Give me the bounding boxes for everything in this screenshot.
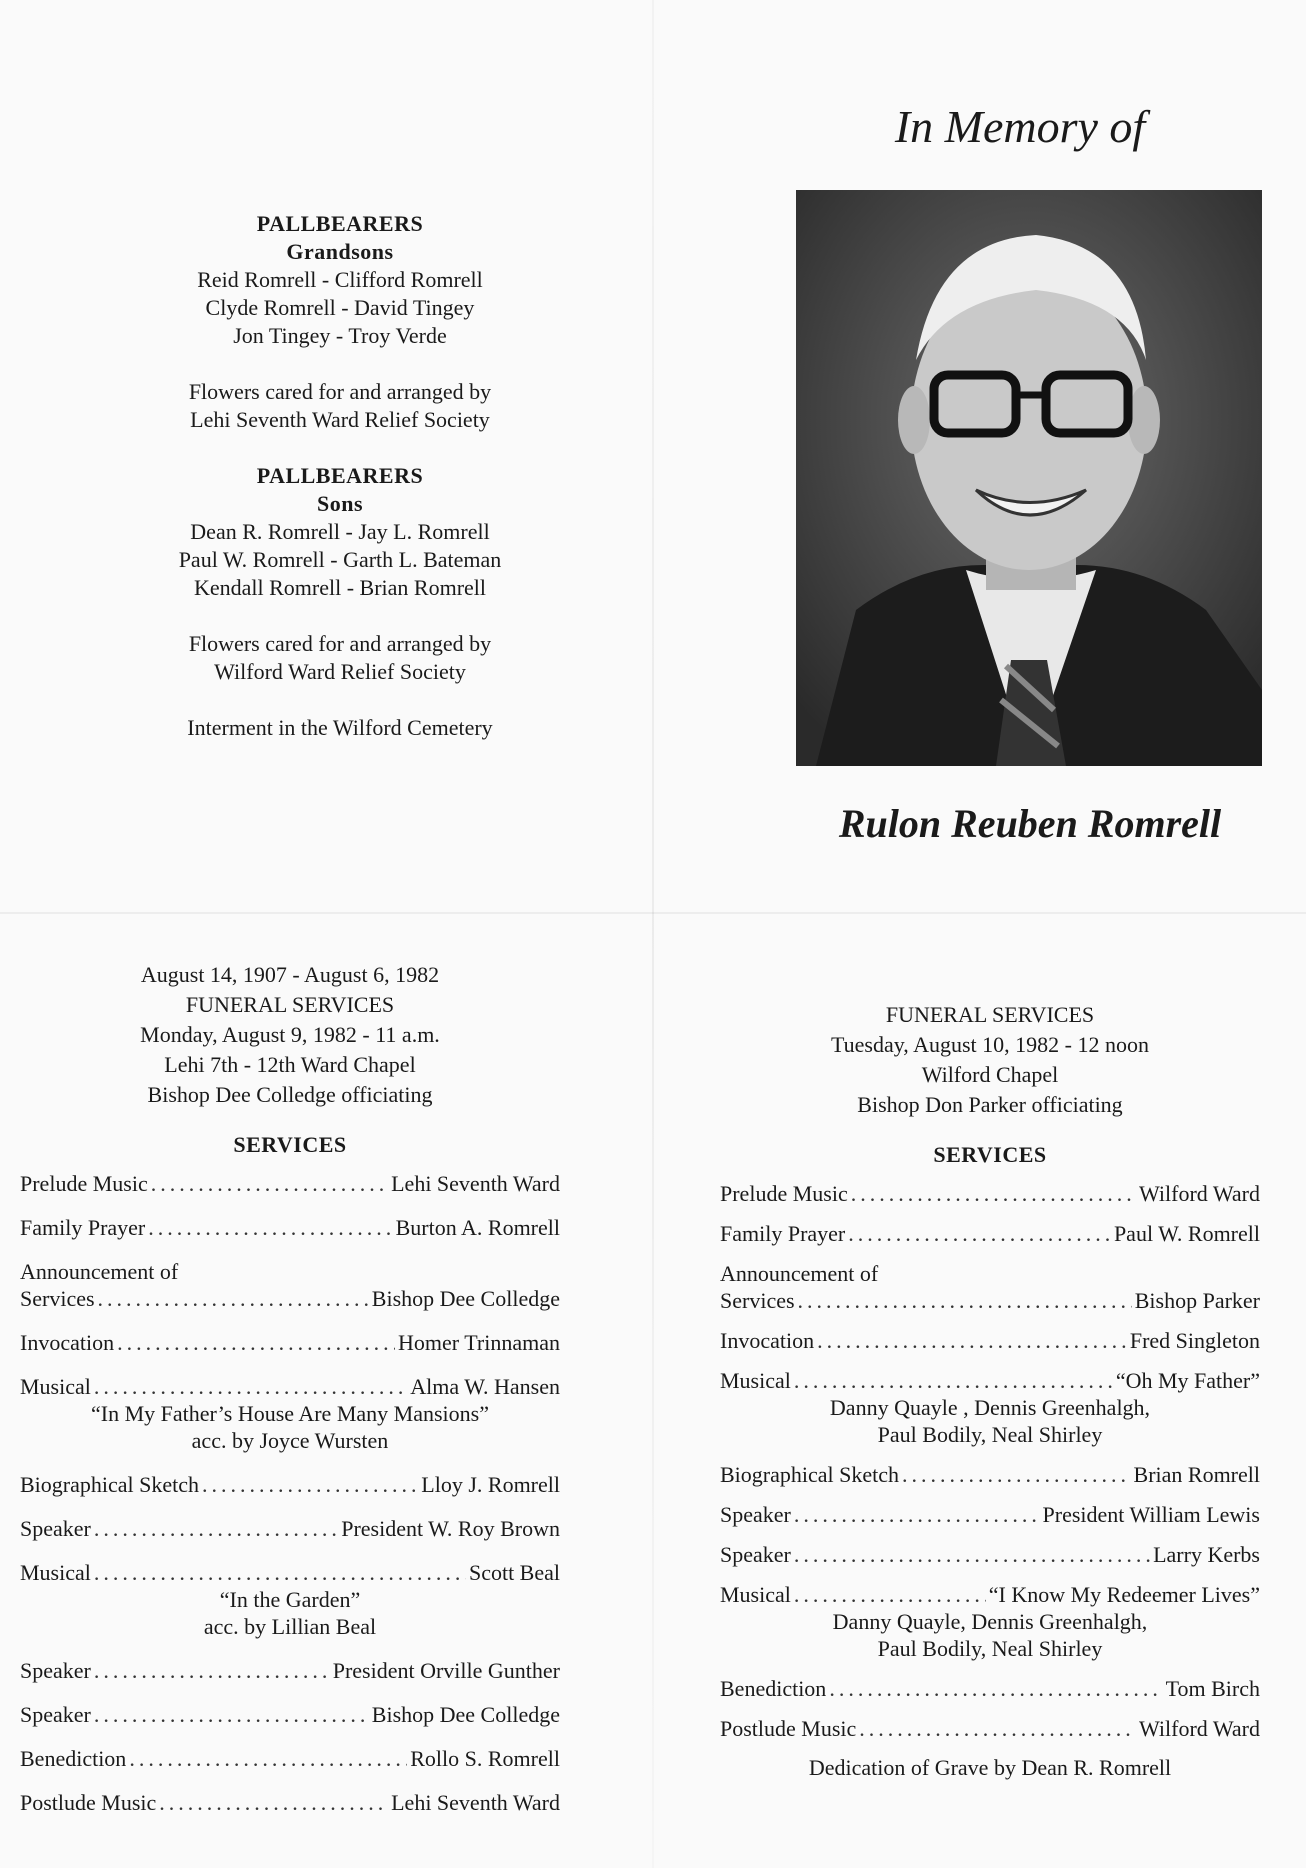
pallbearer-line: Clyde Romrell - David Tingey — [205, 295, 475, 320]
program-item — [20, 1745, 560, 1772]
program-item-label: Biographical Sketch — [20, 1472, 200, 1497]
program-item-value: “Oh My Father” — [1115, 1368, 1260, 1393]
program-item — [20, 1657, 560, 1684]
program-item — [720, 1220, 1260, 1247]
program-item-value: “I Know My Redeemer Lives” — [988, 1582, 1260, 1607]
flowers-line: Flowers cared for and arranged by — [188, 631, 492, 656]
program-item — [20, 1515, 560, 1542]
program-item-line — [720, 1501, 1260, 1528]
program-item-line — [20, 1373, 560, 1400]
program-item-line — [20, 1515, 560, 1542]
header-line: August 14, 1907 - August 6, 1982 — [140, 962, 440, 987]
program-item-label: Services — [720, 1288, 795, 1313]
dot-leader — [848, 1220, 1111, 1247]
program-item-label: Speaker — [20, 1702, 91, 1727]
dot-leader — [94, 1701, 369, 1728]
dot-leader — [159, 1789, 388, 1816]
portrait-image — [796, 190, 1262, 766]
program-item-value: Fred Singleton — [1129, 1328, 1260, 1353]
program-item — [20, 1170, 560, 1197]
program-item-label: Speaker — [720, 1502, 791, 1527]
program-item-label: Musical — [20, 1374, 91, 1399]
program-item-label: Family Prayer — [20, 1215, 146, 1240]
dot-leader — [794, 1581, 986, 1608]
program-item-value: Bishop Parker — [1134, 1288, 1260, 1313]
program-item-line — [20, 1214, 560, 1241]
dot-leader — [94, 1373, 407, 1400]
program-item-detail: Danny Quayle , Dennis Greenhalgh, — [829, 1395, 1151, 1420]
dot-leader — [129, 1745, 407, 1772]
program-item-label: Invocation — [20, 1330, 115, 1355]
flowers-line: Lehi Seventh Ward Relief Society — [190, 407, 490, 432]
program-item-line — [20, 1745, 560, 1772]
pallbearers-heading: PALLBEARERS — [256, 211, 424, 236]
program-item-detail: “In My Father’s House Are Many Mansions” — [91, 1401, 489, 1426]
horizontal-fold — [0, 912, 1306, 914]
dot-leader — [94, 1515, 338, 1542]
program-item-label: Speaker — [20, 1658, 91, 1683]
program-item-line — [720, 1327, 1260, 1354]
header-line: FUNERAL SERVICES — [185, 992, 395, 1017]
program-item-value: Bishop Dee Colledge — [371, 1286, 560, 1311]
dot-leader — [851, 1180, 1136, 1207]
pallbearers-subheading: Grandsons — [286, 239, 394, 264]
header-line: Bishop Dee Colledge officiating — [147, 1082, 433, 1107]
program-item-label: Prelude Music — [20, 1171, 148, 1196]
dedication-note: Dedication of Grave by Dean R. Romrell — [808, 1755, 1172, 1780]
program-item-value: Paul W. Romrell — [1113, 1221, 1260, 1246]
dot-leader — [94, 1657, 330, 1684]
dot-leader — [817, 1327, 1127, 1354]
program-item — [20, 1214, 560, 1241]
program-item — [720, 1581, 1260, 1662]
services-title: SERVICES — [233, 1132, 347, 1157]
flowers-line: Flowers cared for and arranged by — [188, 379, 492, 404]
dot-leader — [794, 1367, 1113, 1394]
program-item-line — [720, 1581, 1260, 1608]
program-item-value: President William Lewis — [1042, 1502, 1260, 1527]
program-item-value: Tom Birch — [1165, 1676, 1260, 1701]
header-line: Lehi 7th - 12th Ward Chapel — [164, 1052, 416, 1077]
program-item-label: Benediction — [720, 1676, 827, 1701]
program-item-line — [20, 1657, 560, 1684]
program-item — [720, 1715, 1260, 1742]
dot-leader — [94, 1559, 466, 1586]
services-title: SERVICES — [933, 1142, 1047, 1167]
program-item-detail: “In the Garden” — [219, 1587, 361, 1612]
program-item-label: Speaker — [720, 1542, 791, 1567]
program-item-prefix: Announcement of — [720, 1261, 879, 1286]
program-item-value: Larry Kerbs — [1153, 1542, 1260, 1567]
pallbearers-sons — [80, 462, 600, 602]
program-item — [720, 1541, 1260, 1568]
services-header — [20, 960, 560, 1110]
dot-leader — [202, 1471, 418, 1498]
program-item-detail: acc. by Joyce Wursten — [191, 1428, 389, 1453]
program-item-label: Services — [20, 1286, 95, 1311]
program-item-label: Invocation — [720, 1328, 815, 1353]
header-line: Tuesday, August 10, 1982 - 12 noon — [830, 1032, 1149, 1057]
program-list — [20, 1170, 560, 1816]
program-item — [20, 1329, 560, 1356]
dot-leader — [151, 1170, 388, 1197]
program-item-line — [20, 1701, 560, 1728]
program-item-value: Lloy J. Romrell — [421, 1472, 560, 1497]
program-item — [720, 1327, 1260, 1354]
program-item-label: Prelude Music — [720, 1181, 848, 1206]
program-item-line — [720, 1715, 1260, 1742]
program-item — [720, 1461, 1260, 1488]
program-item — [720, 1260, 1260, 1314]
pallbearers-panel — [80, 210, 600, 742]
program-item-label: Musical — [20, 1560, 91, 1585]
program-item-value: Lehi Seventh Ward — [391, 1171, 560, 1196]
deceased-name: Rulon Reuben Romrell — [838, 801, 1222, 846]
program-item — [720, 1675, 1260, 1702]
program-item-line — [20, 1471, 560, 1498]
header-line: Wilford Chapel — [921, 1062, 1059, 1087]
program-item-line — [720, 1220, 1260, 1247]
program-item-value: President W. Roy Brown — [341, 1516, 560, 1541]
program-item-value: Bishop Dee Colledge — [371, 1702, 560, 1727]
pallbearer-line: Kendall Romrell - Brian Romrell — [193, 575, 487, 600]
program-item-prefix: Announcement of — [20, 1259, 179, 1284]
program-item-label: Musical — [720, 1582, 791, 1607]
program-item-value: Alma W. Hansen — [410, 1374, 560, 1399]
program-item — [20, 1789, 560, 1816]
program-item-label: Musical — [720, 1368, 791, 1393]
flowers-note-2 — [80, 630, 600, 686]
program-list — [720, 1180, 1260, 1742]
dot-leader — [794, 1501, 1040, 1528]
dot-leader — [148, 1214, 392, 1241]
program-item-label: Family Prayer — [720, 1221, 846, 1246]
program-item-detail: Paul Bodily, Neal Shirley — [877, 1422, 1103, 1447]
program-item-value: Burton A. Romrell — [395, 1215, 560, 1240]
pallbearer-line: Reid Romrell - Clifford Romrell — [197, 267, 483, 292]
program-item-line — [20, 1285, 560, 1312]
program-item-detail: Paul Bodily, Neal Shirley — [877, 1636, 1103, 1661]
program-item-value: Rollo S. Romrell — [410, 1746, 560, 1771]
program-item — [20, 1258, 560, 1312]
pallbearers-heading: PALLBEARERS — [256, 463, 424, 488]
pallbearer-line: Jon Tingey - Troy Verde — [233, 323, 447, 348]
program-item — [20, 1471, 560, 1498]
program-item-value: Brian Romrell — [1133, 1462, 1260, 1487]
services-header — [720, 1000, 1260, 1120]
program-item-line — [720, 1367, 1260, 1394]
program-item-value: Wilford Ward — [1139, 1181, 1260, 1206]
dot-leader — [902, 1461, 1131, 1488]
program-item-label: Speaker — [20, 1516, 91, 1541]
program-item-line — [720, 1180, 1260, 1207]
program-item-value: President Orville Gunther — [332, 1658, 560, 1683]
pallbearers-subheading: Sons — [316, 491, 364, 516]
program-item — [20, 1559, 560, 1640]
program-item — [720, 1180, 1260, 1207]
dot-leader — [98, 1285, 369, 1312]
program-item-line — [20, 1559, 560, 1586]
header-line: Monday, August 9, 1982 - 11 a.m. — [140, 1022, 440, 1047]
program-item-label: Postlude Music — [720, 1716, 857, 1741]
portrait-photo — [796, 190, 1262, 766]
pallbearer-line: Dean R. Romrell - Jay L. Romrell — [190, 519, 490, 544]
pallbearers-grandsons — [80, 210, 600, 350]
program-item-line — [20, 1170, 560, 1197]
program-item — [720, 1501, 1260, 1528]
flowers-note-1 — [80, 378, 600, 434]
header-line: Bishop Don Parker officiating — [857, 1092, 1123, 1117]
dot-leader — [859, 1715, 1136, 1742]
header-line: FUNERAL SERVICES — [885, 1002, 1095, 1027]
program-item — [20, 1373, 560, 1454]
program-item-line — [20, 1789, 560, 1816]
program-item-detail: acc. by Lillian Beal — [203, 1614, 377, 1639]
program-item-line — [720, 1675, 1260, 1702]
program-item-line — [720, 1461, 1260, 1488]
program-item-detail: Danny Quayle, Dennis Greenhalgh, — [832, 1609, 1148, 1634]
interment-note: Interment in the Wilford Cemetery — [187, 715, 493, 740]
services-panel-right — [720, 1000, 1260, 1781]
program-item-line — [20, 1329, 560, 1356]
dot-leader — [117, 1329, 395, 1356]
services-panel-left — [20, 960, 560, 1833]
program-item-label: Postlude Music — [20, 1790, 157, 1815]
flowers-line: Wilford Ward Relief Society — [214, 659, 466, 684]
vertical-fold — [652, 0, 654, 1868]
program-item-line — [720, 1287, 1260, 1314]
pallbearer-line: Paul W. Romrell - Garth L. Bateman — [178, 547, 502, 572]
program-item-line — [720, 1541, 1260, 1568]
program-item-value: Homer Trinnaman — [398, 1330, 560, 1355]
in-memory-title: In Memory of — [894, 101, 1146, 152]
program-item-label: Benediction — [20, 1746, 127, 1771]
dot-leader — [798, 1287, 1132, 1314]
program-item — [720, 1367, 1260, 1448]
dot-leader — [794, 1541, 1150, 1568]
program-item — [20, 1701, 560, 1728]
dot-leader — [829, 1675, 1162, 1702]
program-item-value: Scott Beal — [468, 1560, 560, 1585]
program-item-label: Biographical Sketch — [720, 1462, 900, 1487]
program-item-value: Lehi Seventh Ward — [391, 1790, 560, 1815]
program-item-value: Wilford Ward — [1139, 1716, 1260, 1741]
